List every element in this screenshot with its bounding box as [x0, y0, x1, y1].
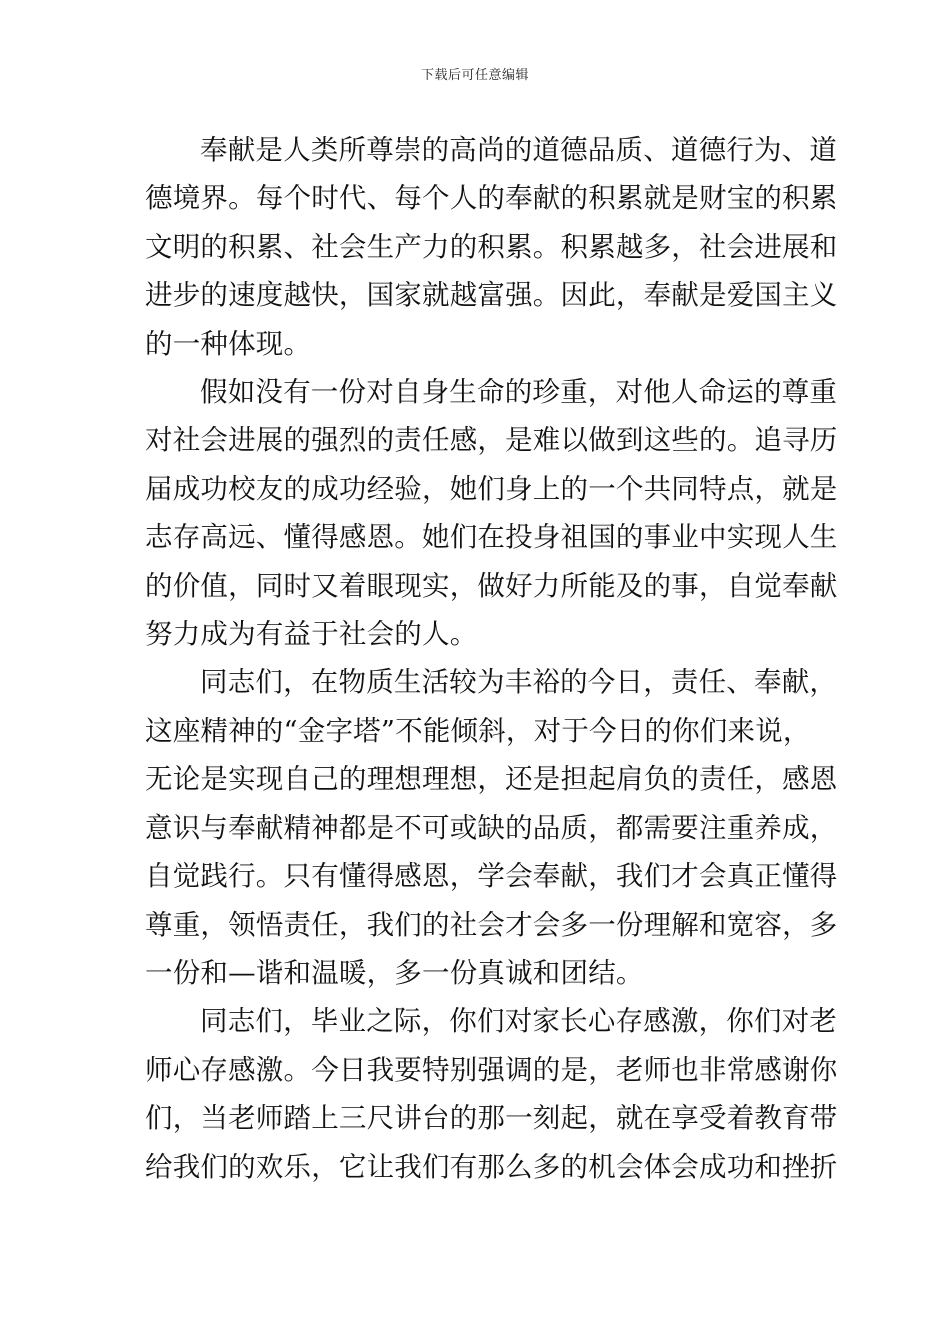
text-line: 师心存感激。今日我要特别强调的是，老师也非常感谢你	[145, 1053, 838, 1086]
text-line: 志存高远、懂得感恩。她们在投身祖国的事业中实现人生	[145, 521, 838, 554]
text-line: 德境界。每个时代、每个人的奉献的积累就是财宝的积累	[145, 182, 838, 215]
text-line: 们，当老师踏上三尺讲台的那一刻起，就在享受着教育带	[145, 1102, 838, 1135]
text-line: 尊重，领悟责任，我们的社会才会多一份理解和宽容，多	[145, 908, 838, 941]
text-line: 给我们的欢乐，它让我们有那么多的机会体会成功和挫折	[145, 1150, 838, 1183]
paragraph	[145, 368, 838, 658]
text-line: 的价值，同时又着眼现实，做好力所能及的事，自觉奉献	[145, 569, 838, 602]
text-line: 进步的速度越快，国家就越富强。因此，奉献是爱国主义	[145, 279, 838, 312]
text-line: 这座精神的“金字塔”不能倾斜，对于今日的你们来说，	[145, 714, 811, 747]
text-line: 的一种体现。	[145, 327, 312, 360]
text-line: 自觉践行。只有懂得感恩，学会奉献，我们才会真正懂得	[145, 860, 838, 893]
paragraph	[145, 658, 838, 997]
text-line: 意识与奉献精神都是不可或缺的品质，都需要注重养成，	[145, 811, 838, 844]
text-line: 一份和—谐和温暖，多一份真诚和团结。	[145, 956, 644, 989]
text-line: 假如没有一份对自身生命的珍重，对他人命运的尊重	[200, 376, 838, 409]
text-line: 文明的积累、社会生产力的积累。积累越多，社会进展和	[145, 230, 838, 263]
document-body	[145, 126, 838, 1191]
text-line: 届成功校友的成功经验，她们身上的一个共同特点，就是	[145, 472, 838, 505]
text-line: 同志们，在物质生活较为丰裕的今日，责任、奉献，	[200, 666, 838, 699]
text-line: 努力成为有益于社会的人。	[145, 618, 478, 651]
text-line: 同志们，毕业之际，你们对家长心存感激，你们对老	[200, 1005, 838, 1038]
paragraph	[145, 126, 838, 368]
text-line: 对社会进展的强烈的责任感，是难以做到这些的。追寻历	[145, 424, 838, 457]
text-line: 无论是实现自己的理想理想，还是担起肩负的责任，感恩	[145, 763, 838, 796]
text-line: 奉献是人类所尊崇的高尚的道德品质、道德行为、道	[200, 134, 838, 166]
page-header: 下载后可任意编辑	[420, 68, 529, 83]
paragraph	[145, 997, 838, 1191]
